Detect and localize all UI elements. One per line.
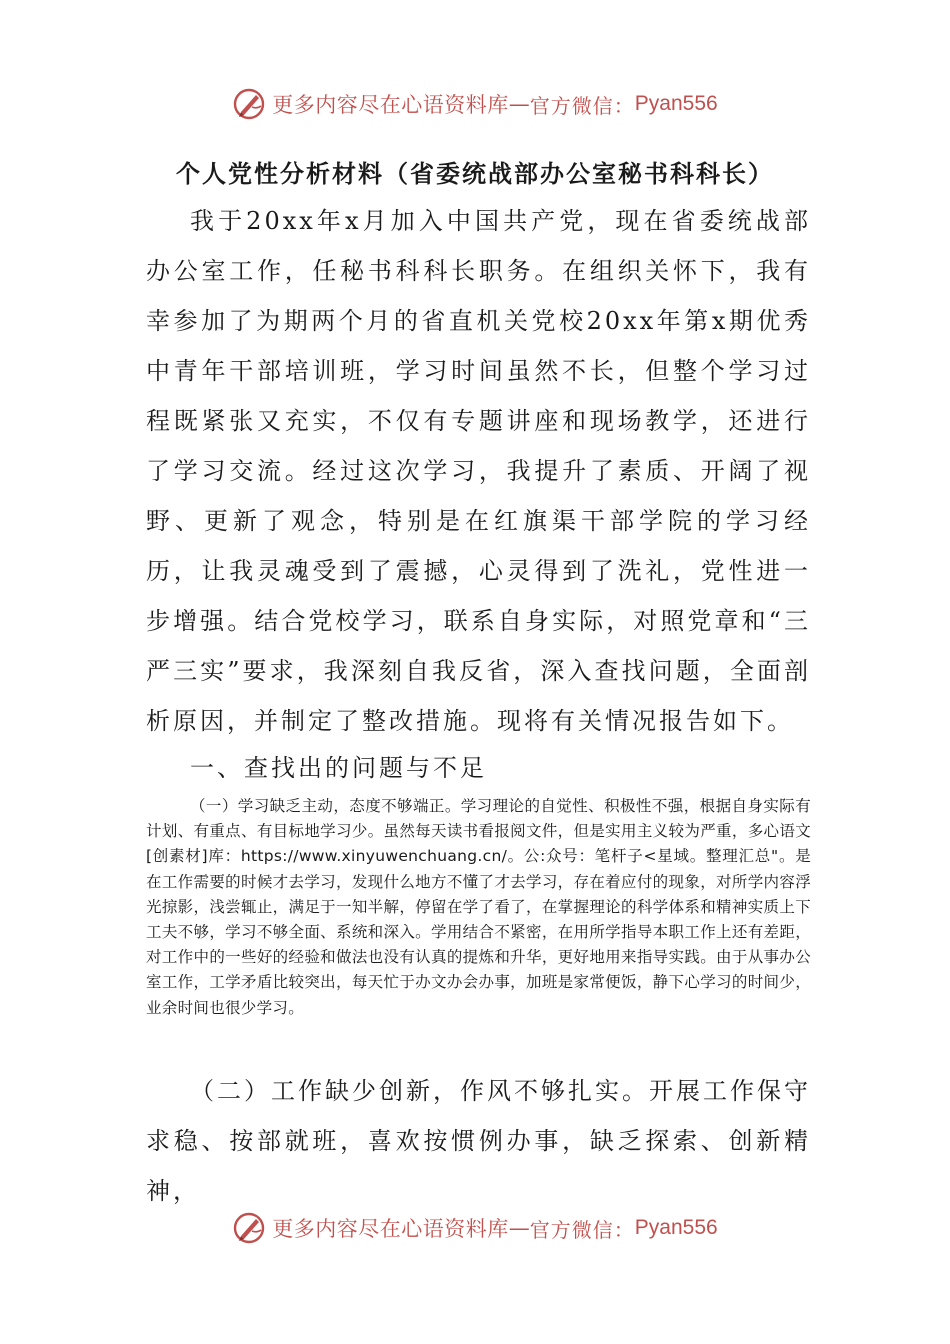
problem-item-1: （一）学习缺乏主动，态度不够端正。学习理论的自觉性、积极性不强，根据自身实际有计划、有重点、有目标地学习少。虽然每天读书看报阅文件，但是实用主义较为严重，多心语文[创素材]库：https://www.xinyuwenchuang.cn/。公:众号：笔杆子<星域。整理汇总"。是在工作需要的时候才去学习，发现什么地方不懂了才去学习，存在着应付的现象，对所学内容浮光掠影，浅尝辄止，满足于一知半解，停留在学了看了，在掌握理论的科学体系和精神实质上下工夫不够，学习不够全面、系统和深入。学用结合不紧密，在用所学指导本职工作上还有差距，对工作中的一些好的经验和做法也没有认真的提炼和升华，更好地用来指导实践。由于从事办公室工作，工学矛盾比较突出，每天忙于办文办会办事，加班是家常便饭，静下心学习的时间少，业余时间也很少学习。 [146, 797, 811, 1017]
banner-dash: — [508, 92, 530, 116]
footer-banner [0, 1208, 950, 1248]
banner-sub-text: 官方微信： [529, 1217, 635, 1242]
problem-item-2: （二）工作缺少创新，作风不够扎实。开展工作保守求稳、按部就班，喜欢按惯例办事，缺乏探索、创新精神， [146, 1077, 811, 1205]
pen-circle-logo-icon [232, 87, 266, 121]
banner-wechat-id: Pyan556 [634, 92, 718, 115]
document-title: 个人党性分析材料（省委统战部办公室秘书科科长） [176, 160, 774, 188]
pen-circle-logo-icon [232, 1211, 266, 1245]
banner-main-text: 更多内容尽在心语资料库 [272, 93, 509, 117]
banner-dash: — [508, 1216, 530, 1240]
header-banner [0, 84, 950, 124]
banner-wechat-id: Pyan556 [634, 1216, 718, 1239]
intro-paragraph: 我于20xx年x月加入中国共产党，现在省委统战部办公室工作，任秘书科科长职务。在组织关怀下，我有幸参加了为期两个月的省直机关党校20xx年第x期优秀中青年干部培训班，学习时间虽然不长，但整个学习过程既紧张又充实，不仅有专题讲座和现场教学，还进行了学习交流。经过这次学习，我提升了素质、开阔了视野、更新了观念，特别是在红旗渠干部学院的学习经历，让我灵魂受到了震撼，心灵得到了洗礼，党性进一步增强。结合党校学习，联系自身实际，对照党章和“三严三实”要求，我深刻自我反省，深入查找问题，全面剖析原因，并制定了整改措施。现将有关情况报告如下。 [146, 207, 811, 735]
banner-sub-text: 官方微信： [529, 93, 635, 118]
section-heading: 一、查找出的问题与不足 [190, 754, 487, 782]
banner-main-text: 更多内容尽在心语资料库 [272, 1217, 509, 1241]
